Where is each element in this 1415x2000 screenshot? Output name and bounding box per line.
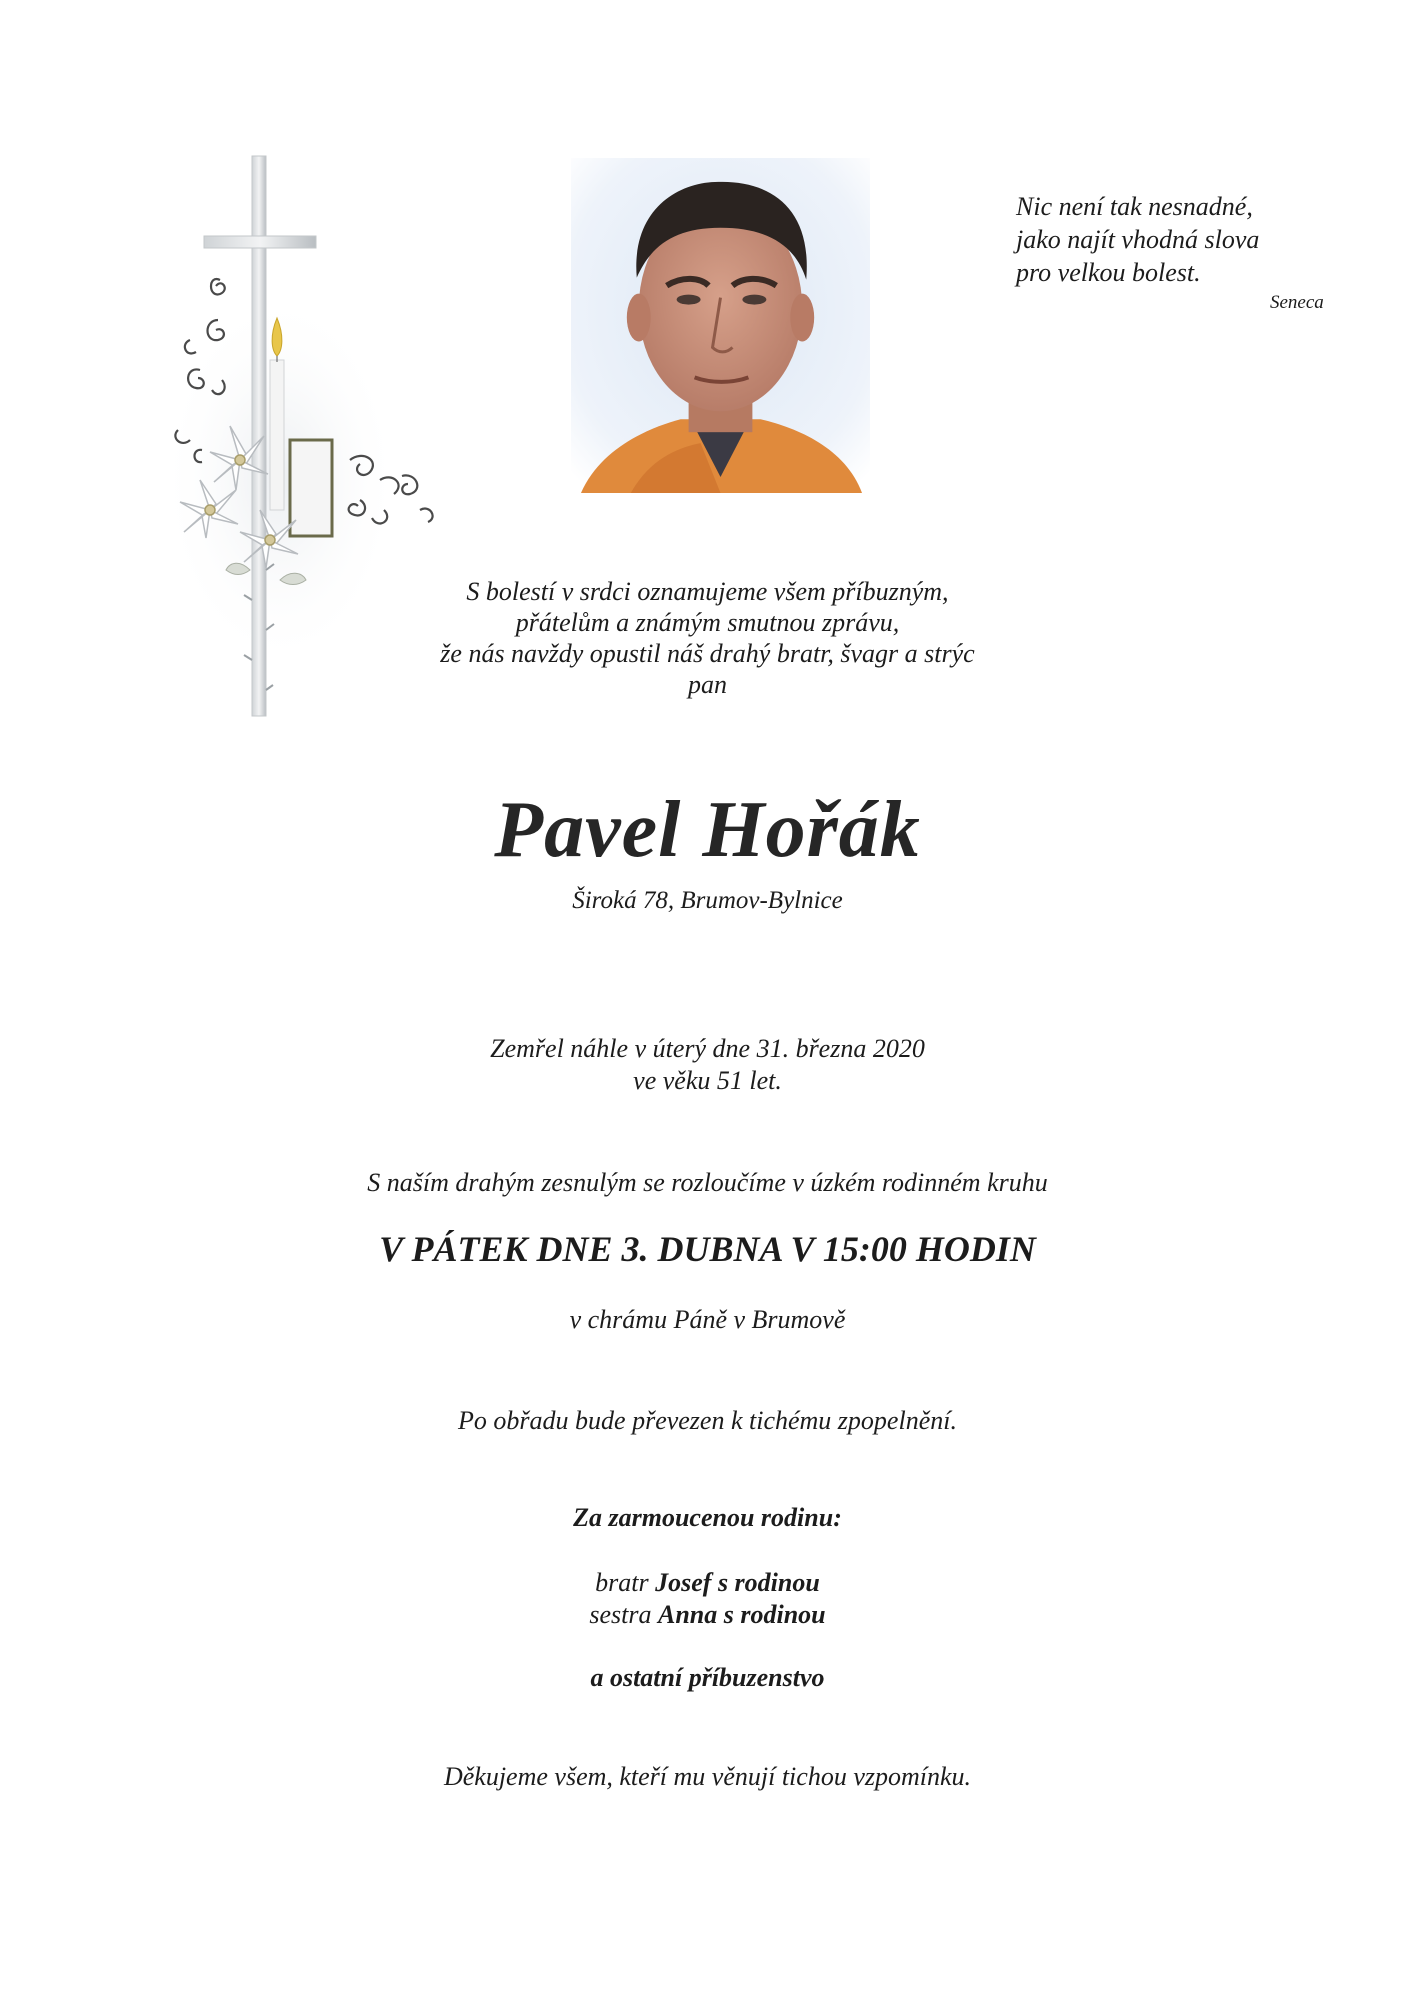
other-relatives: a ostatní příbuzenstvo [590, 1663, 825, 1692]
quote-line: Nic není tak nesnadné, [1016, 192, 1253, 221]
family-member-name: Josef s rodinou [655, 1568, 820, 1597]
family-member [0, 1567, 1415, 1599]
family-relation: sestra [589, 1600, 652, 1629]
thanks-text: Děkujeme všem, kteří mu věnují tichou vzpomínku. [443, 1762, 972, 1791]
intro-text [0, 576, 1415, 700]
quote-line: pro velkou bolest. [1016, 258, 1201, 287]
intro-line: S bolestí v srdci oznamujeme všem příbuzným, [466, 577, 949, 606]
ceremony-datetime: V PÁTEK DNE 3. DUBNA V 15:00 HODIN [379, 1229, 1036, 1269]
portrait-photo [571, 158, 870, 493]
family-member-name: Anna s rodinou [657, 1600, 826, 1629]
intro-line: pan [688, 670, 727, 699]
family-relation: bratr [595, 1568, 649, 1597]
deceased-name: Pavel Hořák [494, 786, 921, 874]
quote-line: jako najít vhodná slova [1016, 225, 1260, 254]
death-line: ve věku 51 let. [633, 1066, 782, 1095]
death-line: Zemřel náhle v úterý dne 31. března 2020 [490, 1034, 925, 1063]
farewell-text: S naším drahým zesnulým se rozloučíme v úzkém rodinném kruhu [367, 1168, 1048, 1197]
quote [1016, 190, 1346, 289]
family-member [0, 1599, 1415, 1631]
cremation-note: Po obřadu bude převezen k tichému zpopelnění. [458, 1406, 957, 1435]
death-info [0, 1033, 1415, 1097]
deceased-address: Široká 78, Brumov-Bylnice [572, 887, 843, 914]
quote-author: Seneca [1270, 292, 1324, 313]
family-list [0, 1567, 1415, 1631]
intro-line: přátelům a známým smutnou zprávu, [515, 608, 900, 637]
family-heading: Za zarmoucenou rodinu: [573, 1503, 842, 1532]
ceremony-place: v chrámu Páně v Brumově [569, 1305, 846, 1334]
intro-line: že nás navždy opustil náš drahý bratr, švagr a strýc [440, 639, 975, 668]
